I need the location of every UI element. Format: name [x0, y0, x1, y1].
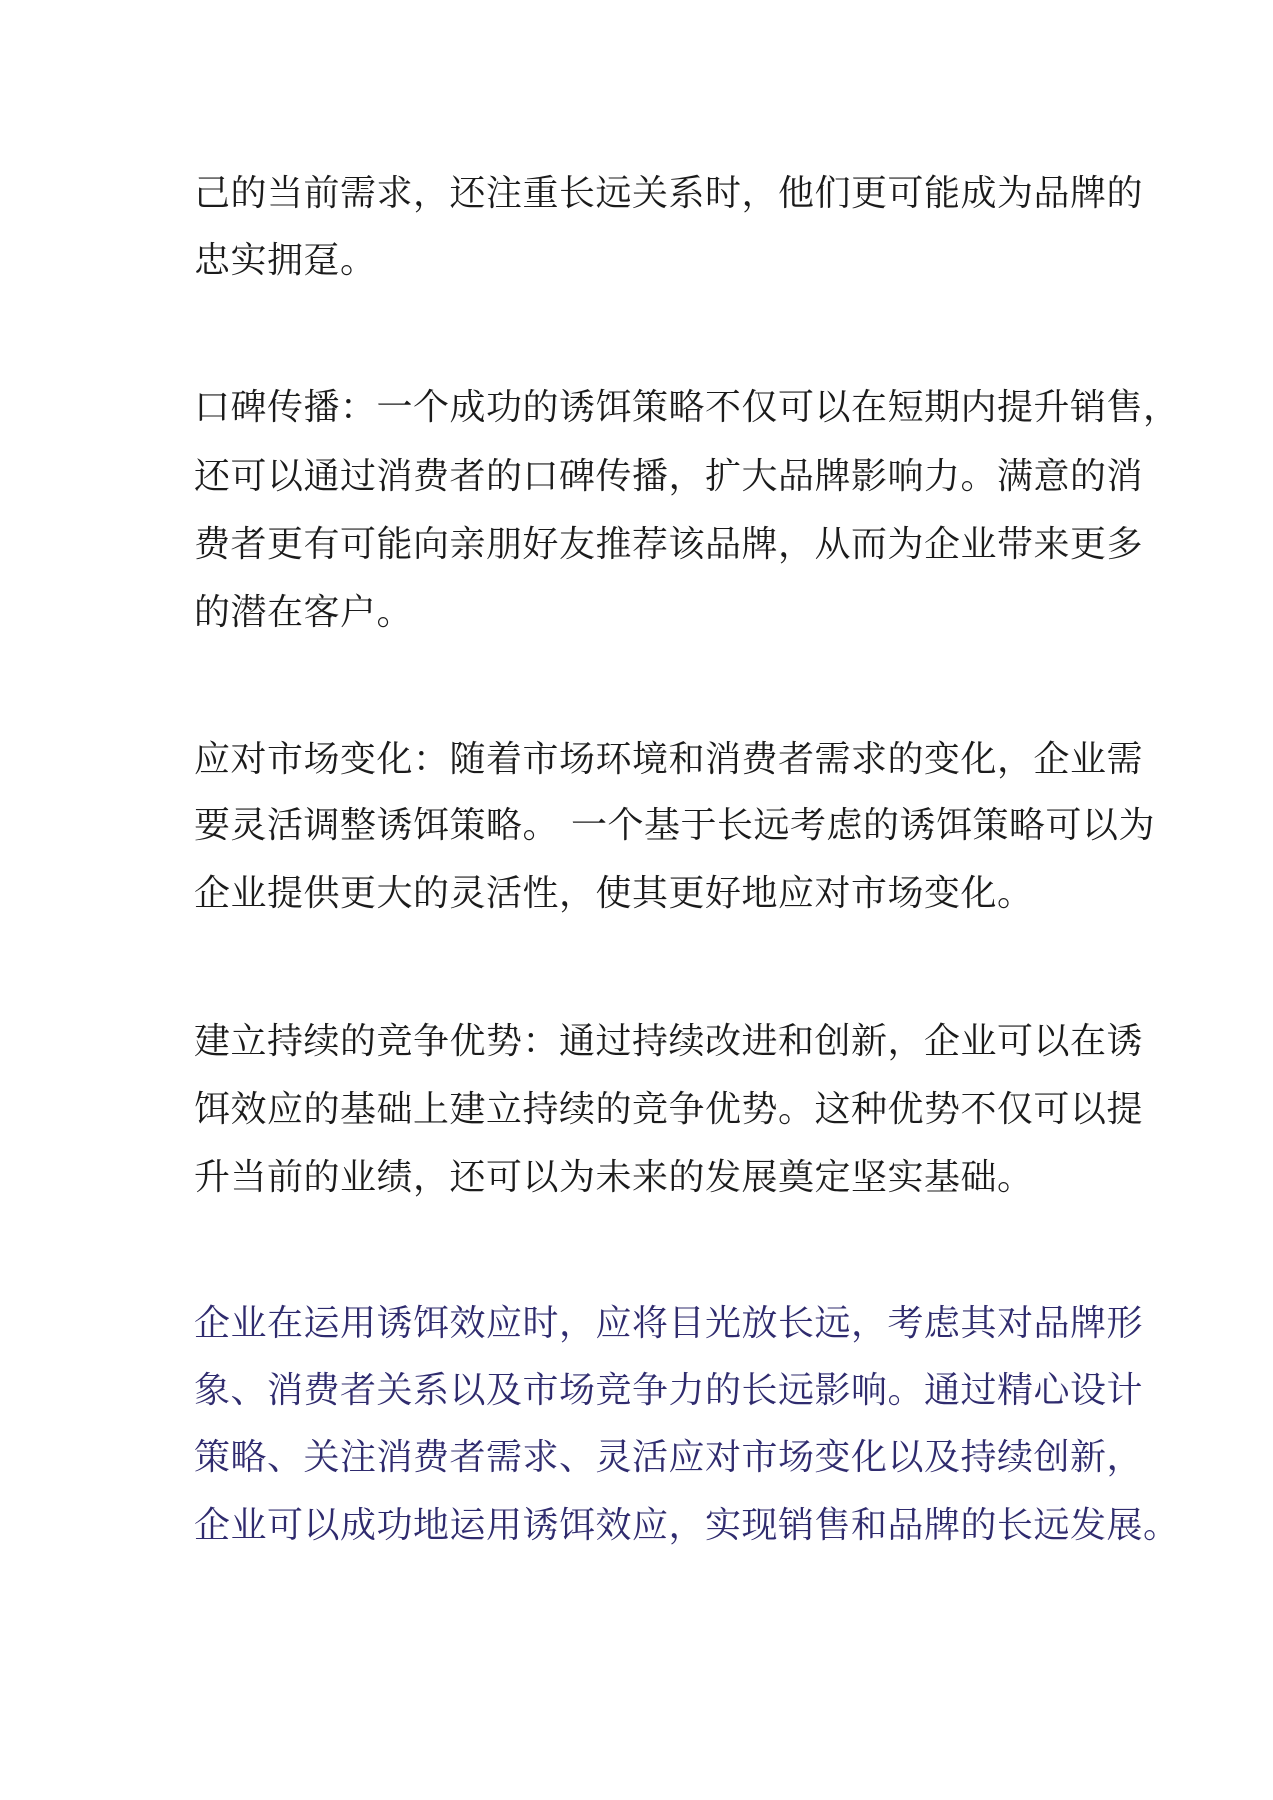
paragraph-word-of-mouth-line: 的潜在客户。 — [194, 592, 414, 633]
paragraph-continuation-line: 忠实拥趸。 — [194, 240, 377, 281]
paragraph-word-of-mouth-line: 口碑传播：一个成功的诱饵策略不仅可以在短期内提升销售， — [194, 387, 1180, 428]
paragraph-market-change-line: 要灵活调整诱饵策略。 一个基于长远考虑的诱饵策略可以为 — [194, 805, 1155, 846]
paragraph-market-change-line: 应对市场变化：随着市场环境和消费者需求的变化，企业需 — [194, 739, 1144, 780]
paragraph-competitive-advantage-line: 建立持续的竞争优势：通过持续改进和创新，企业可以在诱 — [194, 1021, 1144, 1062]
paragraph-competitive-advantage-line: 升当前的业绩，还可以为未来的发展奠定坚实基础。 — [194, 1157, 1034, 1198]
paragraph-market-change-line: 企业提供更大的灵活性，使其更好地应对市场变化。 — [194, 873, 1034, 914]
paragraph-conclusion-line: 象、消费者关系以及市场竞争力的长远影响。通过精心设计 — [194, 1370, 1144, 1411]
paragraph-competitive-advantage-line: 饵效应的基础上建立持续的竞争优势。这种优势不仅可以提 — [194, 1089, 1144, 1130]
paragraph-conclusion-line: 企业在运用诱饵效应时，应将目光放长远，考虑其对品牌形 — [194, 1303, 1144, 1344]
paragraph-word-of-mouth-line: 还可以通过消费者的口碑传播，扩大品牌影响力。满意的消 — [194, 456, 1144, 497]
paragraph-continuation-line: 己的当前需求，还注重长远关系时，他们更可能成为品牌的 — [194, 173, 1144, 214]
paragraph-conclusion-line: 企业可以成功地运用诱饵效应，实现销售和品牌的长远发展。 — [194, 1505, 1180, 1546]
paragraph-word-of-mouth-line: 费者更有可能向亲朋好友推荐该品牌，从而为企业带来更多 — [194, 524, 1144, 565]
paragraph-conclusion-line: 策略、关注消费者需求、灵活应对市场变化以及持续创新， — [194, 1437, 1144, 1478]
